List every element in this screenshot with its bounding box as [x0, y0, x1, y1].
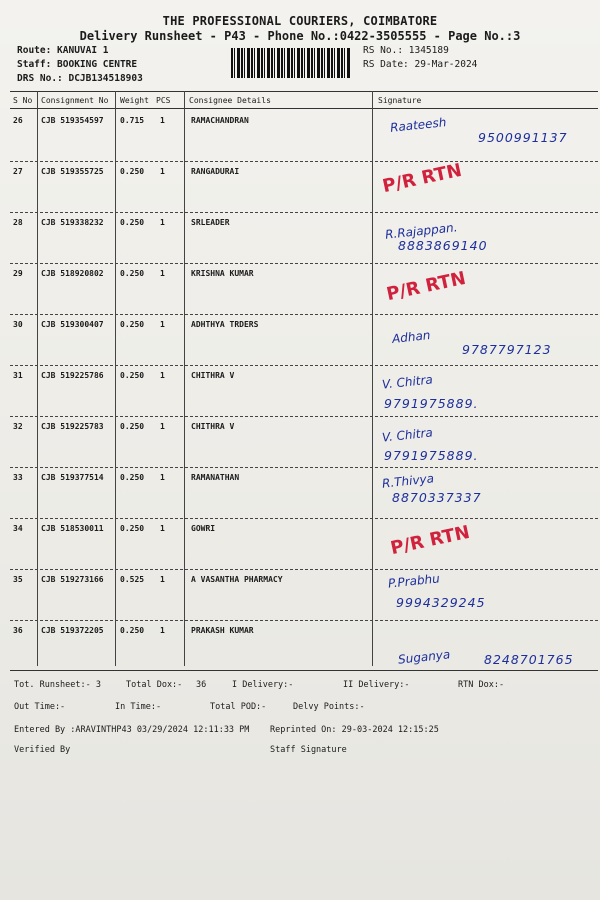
row-consignee: A VASANTHA PHARMACY [191, 575, 283, 584]
signature-phone: 8870337337 [392, 490, 482, 505]
table-row [0, 416, 600, 467]
row-pcs: 1 [160, 167, 165, 176]
signature-handwriting: R.Thivya [381, 471, 435, 491]
signature-handwriting: Adhan [391, 328, 432, 346]
row-pcs: 1 [160, 626, 165, 635]
row-consignment: CJB 519273166 [41, 575, 104, 584]
ii-delivery: II Delivery:- [343, 680, 410, 690]
i-delivery: I Delivery:- [232, 680, 294, 690]
table-row [0, 161, 600, 212]
delvy-points: Delvy Points:- [293, 702, 365, 712]
row-consignee: RAMACHANDRAN [191, 116, 249, 125]
total-dox-value: 36 [196, 680, 207, 690]
signature-handwriting: V. Chitra [381, 425, 434, 445]
row-pcs: 1 [160, 218, 165, 227]
table-top-rule [10, 91, 598, 92]
row-sno: 29 [13, 269, 23, 278]
col-header-consignment: Consignment No [41, 96, 109, 105]
rs-number: RS No.: 1345189 [363, 45, 449, 56]
signature-phone: 8248701765 [484, 652, 574, 667]
table-row [0, 365, 600, 416]
signature-handwriting: Suganya [397, 647, 451, 667]
table-header-rule [10, 108, 598, 109]
signature-phone: 9787797123 [462, 342, 552, 357]
table-row [0, 569, 600, 620]
row-weight: 0.250 [120, 269, 145, 278]
row-sno: 35 [13, 575, 23, 584]
row-sno: 32 [13, 422, 23, 431]
row-consignment: CJB 519355725 [41, 167, 104, 176]
staff-label: Staff: BOOKING CENTRE [17, 59, 138, 70]
out-time: Out Time:- [14, 702, 66, 712]
signature-handwriting: P.Prabhu [387, 571, 441, 591]
row-consignment: CJB 519372205 [41, 626, 104, 635]
table-row [0, 263, 600, 314]
rtn-dox: RTN Dox:- [458, 680, 505, 690]
table-row [0, 212, 600, 263]
signature-handwriting: R.Rajappan. [384, 220, 459, 242]
row-weight: 0.250 [120, 371, 145, 380]
pr-rtn-stamp: P/R RTN [380, 159, 464, 198]
in-time: In Time:- [115, 702, 162, 712]
row-consignee: KRISHNA KUMAR [191, 269, 254, 278]
row-sno: 30 [13, 320, 23, 329]
signature-phone: 8883869140 [398, 238, 488, 253]
verified-by: Verified By [14, 745, 71, 755]
row-pcs: 1 [160, 473, 165, 482]
signature-handwriting: V. Chitra [381, 372, 434, 392]
row-consignment: CJB 518530011 [41, 524, 104, 533]
signature-phone: 9791975889. [384, 396, 479, 411]
signature-phone: 9791975889. [384, 448, 479, 463]
row-weight: 0.250 [120, 320, 145, 329]
row-pcs: 1 [160, 422, 165, 431]
total-dox-label: Total Dox:- [126, 680, 183, 690]
row-consignment: CJB 519354597 [41, 116, 104, 125]
pr-rtn-stamp: P/R RTN [388, 521, 472, 560]
table-row [0, 467, 600, 518]
signature-phone: 9500991137 [478, 130, 568, 145]
runsheet-subtitle: Delivery Runsheet - P43 - Phone No.:0422-3505555 - Page No.:3 [79, 29, 521, 43]
row-consignee: PRAKASH KUMAR [191, 626, 254, 635]
row-weight: 0.525 [120, 575, 145, 584]
row-weight: 0.250 [120, 218, 145, 227]
col-header-sno: S No [13, 96, 33, 105]
row-consignment: CJB 518920802 [41, 269, 104, 278]
drs-number: DRS No.: DCJB134518903 [17, 73, 143, 84]
table-bottom-rule [10, 670, 598, 671]
row-consignment: CJB 519225783 [41, 422, 104, 431]
signature-phone: 9994329245 [396, 595, 486, 610]
row-weight: 0.250 [120, 167, 145, 176]
total-pod: Total POD:- [210, 702, 267, 712]
row-sno: 26 [13, 116, 23, 125]
row-consignee: RANGADURAI [191, 167, 240, 176]
row-consignee: SRLEADER [191, 218, 230, 227]
reprinted-on: Reprinted On: 29-03-2024 12:15:25 [270, 725, 439, 735]
row-weight: 0.250 [120, 626, 145, 635]
row-pcs: 1 [160, 371, 165, 380]
tot-runsheet: Tot. Runsheet:- 3 [14, 680, 101, 690]
row-weight: 0.715 [120, 116, 145, 125]
barcode-graphic [231, 48, 351, 78]
row-consignee: RAMANATHAN [191, 473, 240, 482]
signature-handwriting: Raateesh [389, 115, 447, 135]
table-row [0, 518, 600, 569]
route-label: Route: KANUVAI 1 [17, 45, 109, 56]
row-consignment: CJB 519300407 [41, 320, 104, 329]
row-sno: 34 [13, 524, 23, 533]
row-weight: 0.250 [120, 422, 145, 431]
row-pcs: 1 [160, 269, 165, 278]
row-sno: 27 [13, 167, 23, 176]
row-pcs: 1 [160, 320, 165, 329]
pr-rtn-stamp: P/R RTN [384, 267, 468, 306]
col-header-pcs: PCS [156, 96, 171, 105]
row-sno: 33 [13, 473, 23, 482]
row-weight: 0.250 [120, 524, 145, 533]
company-title: THE PROFESSIONAL COURIERS, COIMBATORE [162, 14, 438, 28]
row-sno: 36 [13, 626, 23, 635]
row-sno: 28 [13, 218, 23, 227]
rs-date: RS Date: 29-Mar-2024 [363, 59, 478, 70]
row-consignment: CJB 519225786 [41, 371, 104, 380]
row-pcs: 1 [160, 575, 165, 584]
staff-signature: Staff Signature [270, 745, 347, 755]
col-header-weight: Weight [120, 96, 149, 105]
row-weight: 0.250 [120, 473, 145, 482]
row-consignee: CHITHRA V [191, 371, 235, 380]
row-consignee: CHITHRA V [191, 422, 235, 431]
row-pcs: 1 [160, 524, 165, 533]
col-header-consignee: Consignee Details [189, 96, 271, 105]
row-consignment: CJB 519338232 [41, 218, 104, 227]
table-row [0, 314, 600, 365]
col-header-signature: Signature [378, 96, 422, 105]
row-consignee: ADHTHYA TRDERS [191, 320, 259, 329]
entered-by: Entered By :ARAVINTHP43 03/29/2024 12:11:33 PM [14, 725, 250, 735]
row-pcs: 1 [160, 116, 165, 125]
row-sno: 31 [13, 371, 23, 380]
row-consignee: GOWRI [191, 524, 216, 533]
row-consignment: CJB 519377514 [41, 473, 104, 482]
